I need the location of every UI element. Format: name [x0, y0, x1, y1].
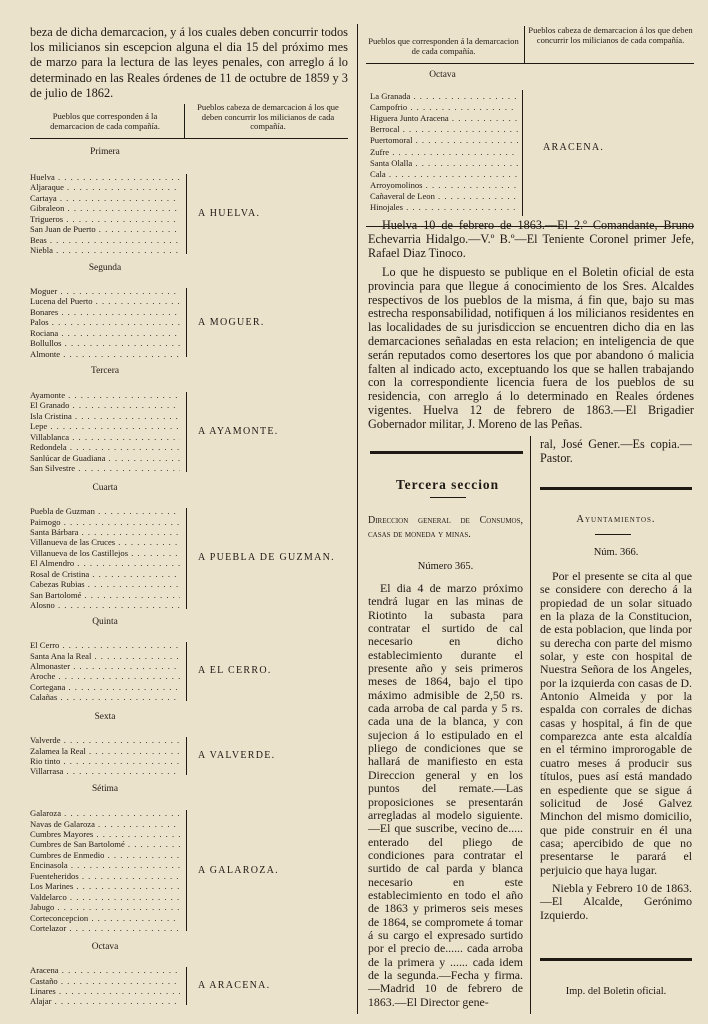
- town-row: Aljaraque . . .: [30, 182, 180, 192]
- town-row: San Juan de Puerto . . .: [30, 224, 180, 234]
- section-head: A EL CERRO.: [198, 665, 272, 677]
- section-brace: [186, 174, 187, 254]
- section-brace: [186, 737, 187, 775]
- col2-header-right: Pueblos cabeza de demarcacion á los que deben concurrir los milicianos de cada compañía.: [528, 25, 693, 45]
- town-row: Castaño . . .: [30, 976, 180, 986]
- town-row: Santa Bárbara . . .: [30, 527, 180, 537]
- section-head: A PUEBLA DE GUZMAN.: [198, 552, 335, 564]
- town-row: Cañaveral de Leon . . .: [370, 191, 518, 201]
- town-row: Almonaster . . .: [30, 661, 180, 671]
- town-row: Cumbres de Enmedio . . .: [30, 850, 180, 860]
- town-row: Puebla de Guzman . . .: [30, 506, 180, 516]
- short-rule-right: [595, 534, 631, 535]
- section-title: Cuarta: [92, 483, 118, 493]
- town-row: Lucena del Puerto . . .: [30, 296, 180, 306]
- town-row: Almonte . . .: [30, 349, 180, 359]
- octava-cont-brace: [522, 90, 523, 216]
- town-row: Cortelazor . . .: [30, 923, 180, 933]
- town-row: Niebla . . .: [30, 245, 180, 255]
- printer-imprint: Imp. del Boletin oficial.: [565, 986, 667, 997]
- town-row: Paimogo . . .: [30, 517, 180, 527]
- tercera-title: Tercera seccion: [395, 477, 500, 492]
- section-head: A AYAMONTE.: [198, 425, 279, 437]
- ayuntamientos-number: Núm. 366.: [593, 547, 639, 558]
- section-title: Tercera: [91, 366, 119, 376]
- town-row: Villarrasa . . .: [30, 766, 180, 776]
- town-row: Encinasola . . .: [30, 860, 180, 870]
- town-row: Palos . . .: [30, 317, 180, 327]
- town-row: Navas de Galaroza . . .: [30, 819, 180, 829]
- tercera-dept: Direccion general de Consumos, casas de moneda y minas.: [368, 515, 523, 540]
- town-row: El Cerro . . .: [30, 640, 180, 650]
- town-row: Rociana . . .: [30, 328, 180, 338]
- town-row: Lepe . . .: [30, 421, 180, 431]
- section-title: Sétima: [91, 784, 119, 794]
- ayuntamientos-signoff: Niebla y Febrero 10 de 1863.—El Alcalde, Gerónimo Izquierdo.: [540, 881, 692, 922]
- section-title: Octava: [91, 942, 119, 952]
- section-head: A HUELVA.: [198, 207, 261, 219]
- octava-cont-head: ARACENA.: [543, 142, 605, 153]
- col2-header-left: Pueblos que corresponden á la demarcacion de cada compañía.: [368, 36, 519, 56]
- town-row: Galaroza . . .: [30, 808, 180, 818]
- town-row: Moguer . . .: [30, 286, 180, 296]
- town-row: Trigueros . . .: [30, 214, 180, 224]
- town-row: Hinojales . . .: [370, 202, 518, 212]
- header-rule: [30, 138, 348, 139]
- notice-paragraph: Lo que he dispuesto se publique en el Boletin oficial de esta provincia para que llegue á conocimiento de los Sres. Alcaldes respectivos de los pueblos de la misma, á fin que, bajo su mas estrecha responsabilidad, notifiquen á los milicianos residentes en las localidades de su jurisdiccion se encuentren dicho dia en las demarcaciones señaladas en esta relacion; en inteligencia de que serán reputados como desertores los que por abandono ó malicia falten al indicado acto, exceptuando los que se hallen trabajando con la correspondiente licencia fuera de los pueblos de su residencia, con arreglo á lo determinado en Reales órdenes vigentes. Huelva 12 de febrero de 1863.—El Brigadier Gobernador militar, J. Moreno de las Peñas.: [368, 265, 694, 431]
- town-row: Los Marines . . .: [30, 881, 180, 891]
- rule-thick: [370, 451, 523, 454]
- town-row: Cala . . .: [370, 169, 518, 179]
- header-left: Pueblos que corresponden á la demarcacion de cada compañía.: [50, 111, 160, 131]
- town-row: Calañas . . .: [30, 692, 180, 702]
- copy-signoff: ral, José Gener.—Es copia.—Pastor.: [540, 437, 692, 465]
- town-row: San Bartolomé . . .: [30, 590, 180, 600]
- ayuntamientos-title: Ayuntamientos.: [576, 514, 656, 525]
- town-row: Aracena . . .: [30, 965, 180, 975]
- town-row: Gibraleon . . .: [30, 203, 180, 213]
- section-head: A VALVERDE.: [198, 749, 276, 761]
- section-head: A MOGUER.: [198, 316, 265, 328]
- town-row: Linares . . .: [30, 986, 180, 996]
- town-row: Aroche . . .: [30, 671, 180, 681]
- town-row: Ayamonte . . .: [30, 390, 180, 400]
- town-row: Higuera Junto Aracena . . .: [370, 113, 518, 123]
- town-row: Redondela . . .: [30, 442, 180, 452]
- town-row: Cortegana . . .: [30, 682, 180, 692]
- town-row: Isla Cristina . . .: [30, 411, 180, 421]
- section-title: Sexta: [94, 712, 116, 722]
- town-row: Bollullos . . .: [30, 338, 180, 348]
- col2-header-divider: [524, 26, 525, 63]
- col2-header-rule: [366, 63, 694, 64]
- town-row: Jabugo . . .: [30, 902, 180, 912]
- town-row: Alajar . . .: [30, 996, 180, 1006]
- town-row: Huelva . . .: [30, 172, 180, 182]
- section-head: A GALAROZA.: [198, 864, 279, 876]
- town-row: Santa Ana la Real . . .: [30, 651, 180, 661]
- town-row: Corteconcepcion . . .: [30, 913, 180, 923]
- rule-thick-right: [540, 487, 692, 490]
- section-brace: [186, 810, 187, 931]
- town-row: Alosno . . .: [30, 600, 180, 610]
- section-brace: [186, 288, 187, 357]
- section-title: Quinta: [92, 617, 118, 627]
- octava-cont-title: Octava: [429, 70, 456, 80]
- header-right: Pueblos cabeza de demarcacion á los que deben concurrir los milicianos de cada compañía.: [197, 102, 339, 132]
- town-row: Campofrio . . .: [370, 102, 518, 112]
- intro-paragraph: beza de dicha demarcacion, y á los cuales deben concurrir todos los milicianos sin escepcion alguna el dia 15 del próximo mes de marzo para la lectura de las leyes penales, con arreglo á lo determinado en las Reales órdenes de 11 de octubre de 1859 y 3 de julio de 1862.: [30, 25, 348, 100]
- town-row: Zalamea la Real . . .: [30, 746, 180, 756]
- ayuntamientos-body: Por el presente se cita al que se considere con derecho á la propiedad de un solar situado en la plaza de la Constitucion, de esta poblacion, que linda por su derecha con parte del mismo solar, y este con hospital de Nuestra Señora de los Angeles, por la izquierda con casas de D. Antonio Almeida y por la espalda con corrales de dichas casas y hospital, á fin de que comparezca ante esta alcaldía en el término improrogable de cuatro meses á producir sus títulos, pues así está mandado en espediente que se sigue á solicitud de José Galvez Minchon del mismo domicilio, que pide construir en él una casa; apercibido de que no presentarse le parará el perjuicio que haya lugar.: [540, 569, 692, 877]
- town-row: Arroyomolinos . . .: [370, 180, 518, 190]
- town-row: Villanueva de las Cruces . . .: [30, 537, 180, 547]
- town-row: San Silvestre . . .: [30, 463, 180, 473]
- town-row: Cartaya . . .: [30, 193, 180, 203]
- section-title: Segunda: [88, 263, 122, 273]
- town-row: Villablanca . . .: [30, 432, 180, 442]
- town-row: Cabezas Rubias . . .: [30, 579, 180, 589]
- town-row: El Almendro . . .: [30, 558, 180, 568]
- tercera-number: Número 365.: [417, 561, 474, 572]
- town-row: El Granado . . .: [30, 400, 180, 410]
- short-rule: [430, 497, 466, 498]
- town-row: Fuenteheridos . . .: [30, 871, 180, 881]
- rule-thick-bottom: [540, 958, 692, 961]
- column3-divider: [530, 436, 531, 1014]
- town-row: Cumbres Mayores . . .: [30, 829, 180, 839]
- town-row: Villanueva de los Castillejos . . .: [30, 548, 180, 558]
- town-row: Bonares . . .: [30, 307, 180, 317]
- town-row: Santa Olalla . . .: [370, 158, 518, 168]
- section-brace: [186, 392, 187, 472]
- section-title: Primera: [90, 147, 120, 157]
- town-row: Rosal de Cristina . . .: [30, 569, 180, 579]
- section-head: A ARACENA.: [198, 979, 271, 991]
- town-row: Valdelarco . . .: [30, 892, 180, 902]
- column-divider: [357, 24, 358, 1014]
- town-row: Puertomoral . . .: [370, 135, 518, 145]
- town-row: Berrocal . . .: [370, 124, 518, 134]
- town-row: Beas . . .: [30, 235, 180, 245]
- town-row: Valverde . . .: [30, 735, 180, 745]
- section-brace: [186, 508, 187, 609]
- header-divider: [184, 104, 185, 138]
- town-row: Sanlúcar de Guadiana . . .: [30, 453, 180, 463]
- town-row: Cumbres de San Bartolomé . . .: [30, 839, 180, 849]
- town-row: Zufre . . .: [370, 147, 518, 157]
- signature-paragraph: Huelva 10 de febrero de 1863.—El 2.º Comandante, Bruno Echevarria Hidalgo.—V.º B.º—El Teniente Coronel primer Jefe, Rafael Diaz Tinoco.: [368, 218, 694, 260]
- section-brace: [186, 642, 187, 701]
- tercera-body: El dia 4 de marzo próximo tendrá lugar en las minas de Riotinto la subasta para contratar el surtido de cal necesario en dicho establecimiento durante el presente año y seis primeros meses de 1864, bajo el tipo máximo admisible de 2,50 rs. cada arroba de cal parda y 5 rs. cada una de la blanca, y con sujecion á lo estipulado en el pliego de condiciones que se hallará de manifiesto en esta Direccion general y en los puntos del remate.—Las proposiciones se presentarán arregladas al modelo siguiente.—El que suscribe, vecino de..... enterado del pliego de condiciones para contratar el surtido de cal parda y blanca necesario en este establecimiento en todo el año de 1863 y primeros seis meses de 1864, se compromete á tomar á su cargo el expresado surtido por el precio de...... cada arroba de la primera y ...... cada idem de la segunda.—Fecha y firma.—Madrid 10 de febrero de 1863.—El Director gene-: [368, 581, 523, 1009]
- town-row: La Granada . . .: [370, 91, 518, 101]
- section-brace: [186, 967, 187, 1005]
- town-row: Rio tinto . . .: [30, 756, 180, 766]
